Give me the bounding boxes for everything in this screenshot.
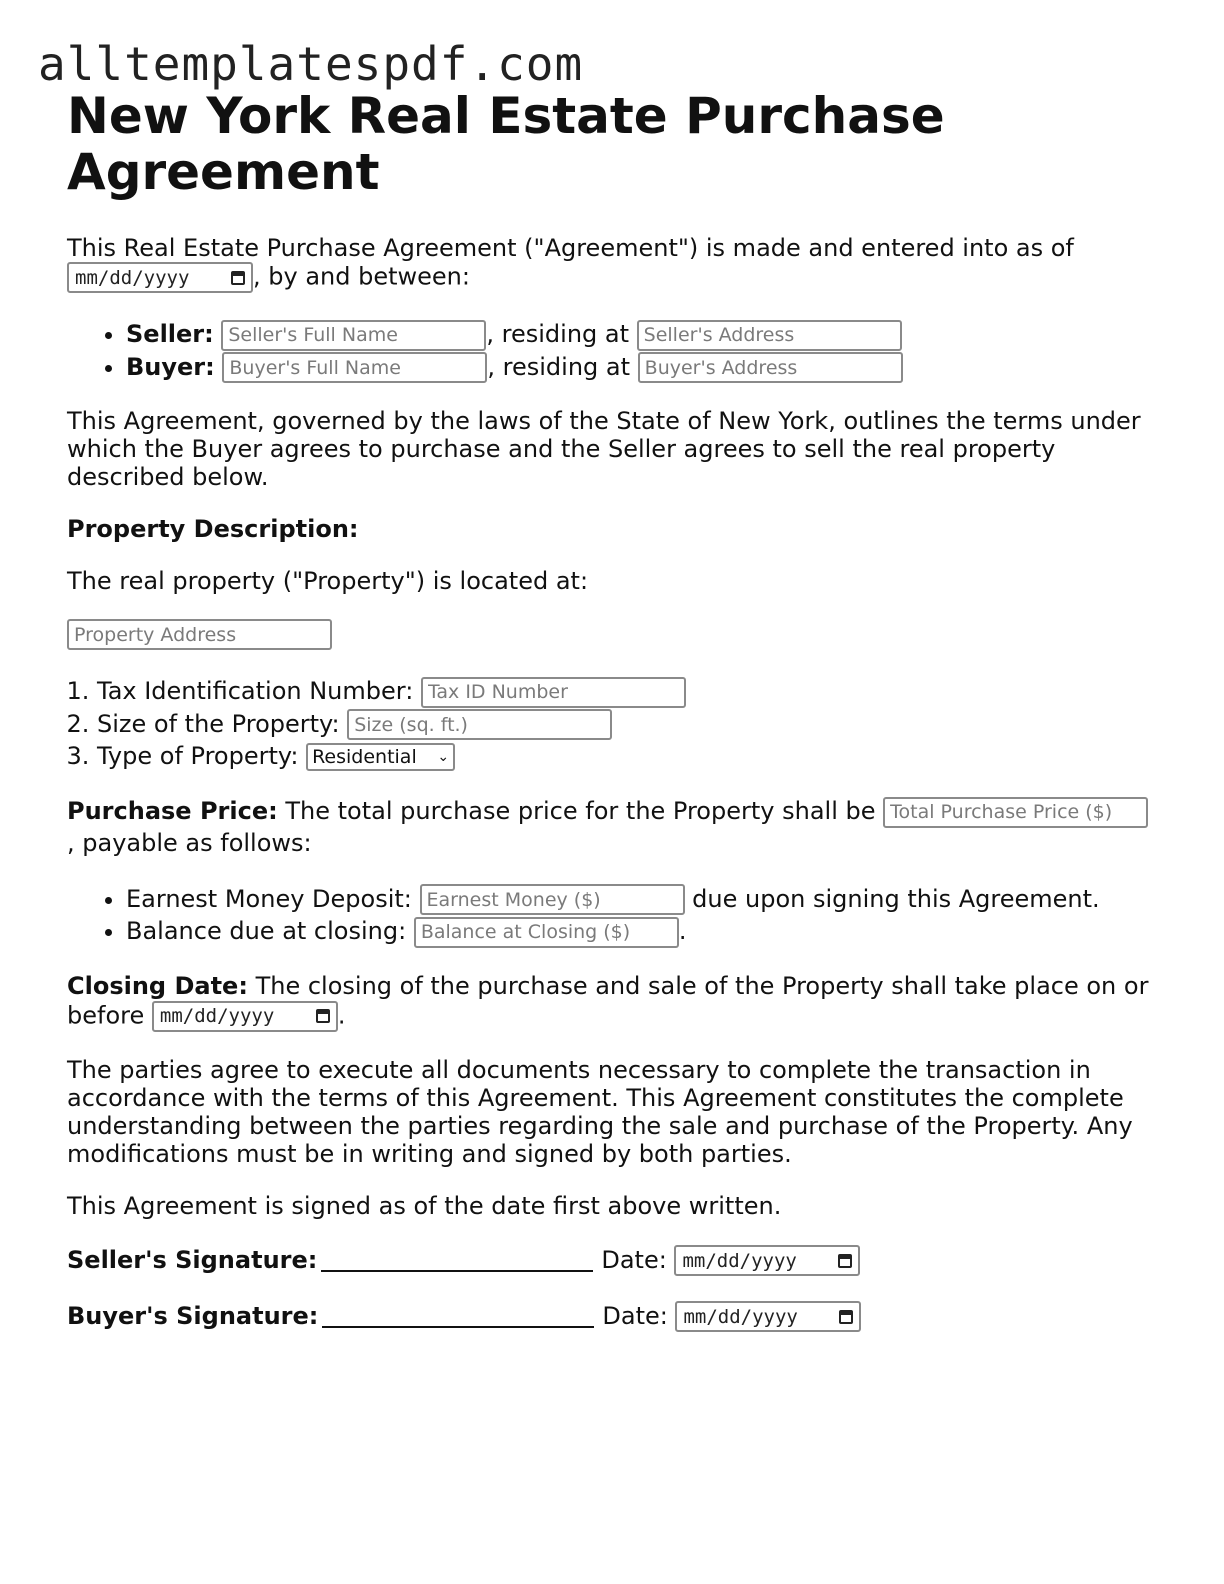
property-type-value: Residential (312, 746, 417, 768)
payment-list (67, 883, 1157, 948)
balance-input[interactable] (414, 917, 679, 948)
buyer-item (126, 351, 1157, 384)
date-label: Date: (602, 1301, 668, 1330)
property-address-row (67, 619, 1157, 651)
type-label: Type of Property: (97, 742, 299, 770)
date-label: Date: (601, 1245, 667, 1274)
tax-id-input[interactable] (421, 677, 686, 708)
watermark: alltemplatespdf.com (38, 37, 584, 91)
buyer-signature-label: Buyer's Signature: (67, 1301, 319, 1330)
property-type-select[interactable] (306, 743, 455, 771)
buyer-date-input[interactable] (675, 1301, 861, 1332)
residing-text: , residing at (486, 320, 630, 348)
purchase-price-input[interactable] (883, 797, 1148, 828)
date-placeholder: mm/dd/yyyy (159, 1004, 275, 1027)
earnest-money-suffix: due upon signing this Agreement. (692, 884, 1100, 913)
date-placeholder: mm/dd/yyyy (683, 1305, 798, 1328)
balance-label: Balance due at closing: (126, 917, 407, 945)
closing-text: The closing of the purchase and sale of the Property shall take place on or before (67, 971, 1149, 1029)
calendar-icon[interactable] (316, 1009, 330, 1023)
seller-item (126, 318, 1157, 351)
parties-list (67, 318, 1157, 383)
seller-signature-label: Seller's Signature: (67, 1245, 318, 1274)
closing-label: Closing Date: (67, 971, 248, 1000)
date-placeholder: mm/dd/yyyy (682, 1249, 797, 1272)
date-placeholder: mm/dd/yyyy (75, 266, 190, 289)
type-item (97, 740, 1157, 772)
size-input[interactable] (347, 709, 612, 740)
property-located-text: The real property ("Property") is located at: (67, 567, 589, 595)
calendar-icon[interactable] (838, 1254, 852, 1268)
property-heading: Property Description: (67, 515, 359, 543)
closing-date-input[interactable] (152, 1001, 338, 1032)
tax-id-label: Tax Identification Number: (97, 677, 414, 705)
buyer-label: Buyer: (126, 352, 215, 381)
seller-date-input[interactable] (674, 1245, 860, 1276)
earnest-money-input[interactable] (420, 884, 685, 915)
signed-paragraph: This Agreement is signed as of the date first above written. (67, 1191, 782, 1220)
residing-text: , residing at (487, 352, 631, 381)
property-address-input[interactable] (67, 619, 332, 650)
calendar-icon[interactable] (839, 1310, 853, 1324)
intro-text: This Real Estate Purchase Agreement ("Agreement") is made and entered into as of (67, 234, 1074, 262)
seller-signature-line[interactable] (321, 1246, 593, 1272)
agreement-form (67, 88, 1157, 1332)
property-details-list (67, 675, 1157, 772)
closing-paragraph (67, 972, 1157, 1032)
seller-name-input[interactable] (221, 320, 486, 351)
earnest-money-label: Earnest Money Deposit: (126, 884, 412, 913)
purchase-price-suffix: , payable as follows: (67, 828, 312, 857)
balance-suffix: . (678, 917, 687, 945)
purchase-price-paragraph (67, 796, 1157, 859)
buyer-signature-row (67, 1300, 1157, 1332)
purchase-price-text: The total purchase price for the Property shall be (285, 797, 876, 825)
chevron-down-icon: ⌄ (437, 749, 450, 765)
page-title: New York Real Estate Purchase Agreement (67, 87, 945, 201)
intro-suffix: , by and between: (253, 262, 470, 291)
calendar-icon[interactable] (231, 271, 245, 285)
size-label: Size of the Property: (97, 709, 340, 738)
agreement-date-input[interactable] (67, 262, 253, 293)
tax-id-item (97, 675, 1157, 708)
purchase-price-label: Purchase Price: (67, 797, 278, 825)
seller-signature-row (67, 1244, 1157, 1276)
closing-suffix: . (337, 1001, 346, 1029)
seller-address-input[interactable] (637, 320, 902, 351)
intro-paragraph (67, 234, 1157, 293)
buyer-address-input[interactable] (638, 352, 903, 383)
balance-item (126, 915, 1157, 948)
size-item (97, 708, 1157, 741)
buyer-signature-line[interactable] (322, 1302, 594, 1328)
seller-label: Seller: (126, 320, 214, 348)
buyer-name-input[interactable] (222, 352, 487, 383)
agreement-paragraph: The parties agree to execute all documents necessary to complete the transaction in accordance with the terms of this Agreement. This Agreement constitutes the complete understanding between the parties regarding the sale and purchase of the Property. Any modifications must be in writing and signed by both parties. (67, 1055, 1133, 1168)
governing-paragraph: This Agreement, governed by the laws of the State of New York, outlines the terms under which the Buyer agrees to purchase and the Seller agrees to sell the real property described below. (67, 407, 1141, 491)
earnest-money-item (126, 883, 1157, 916)
